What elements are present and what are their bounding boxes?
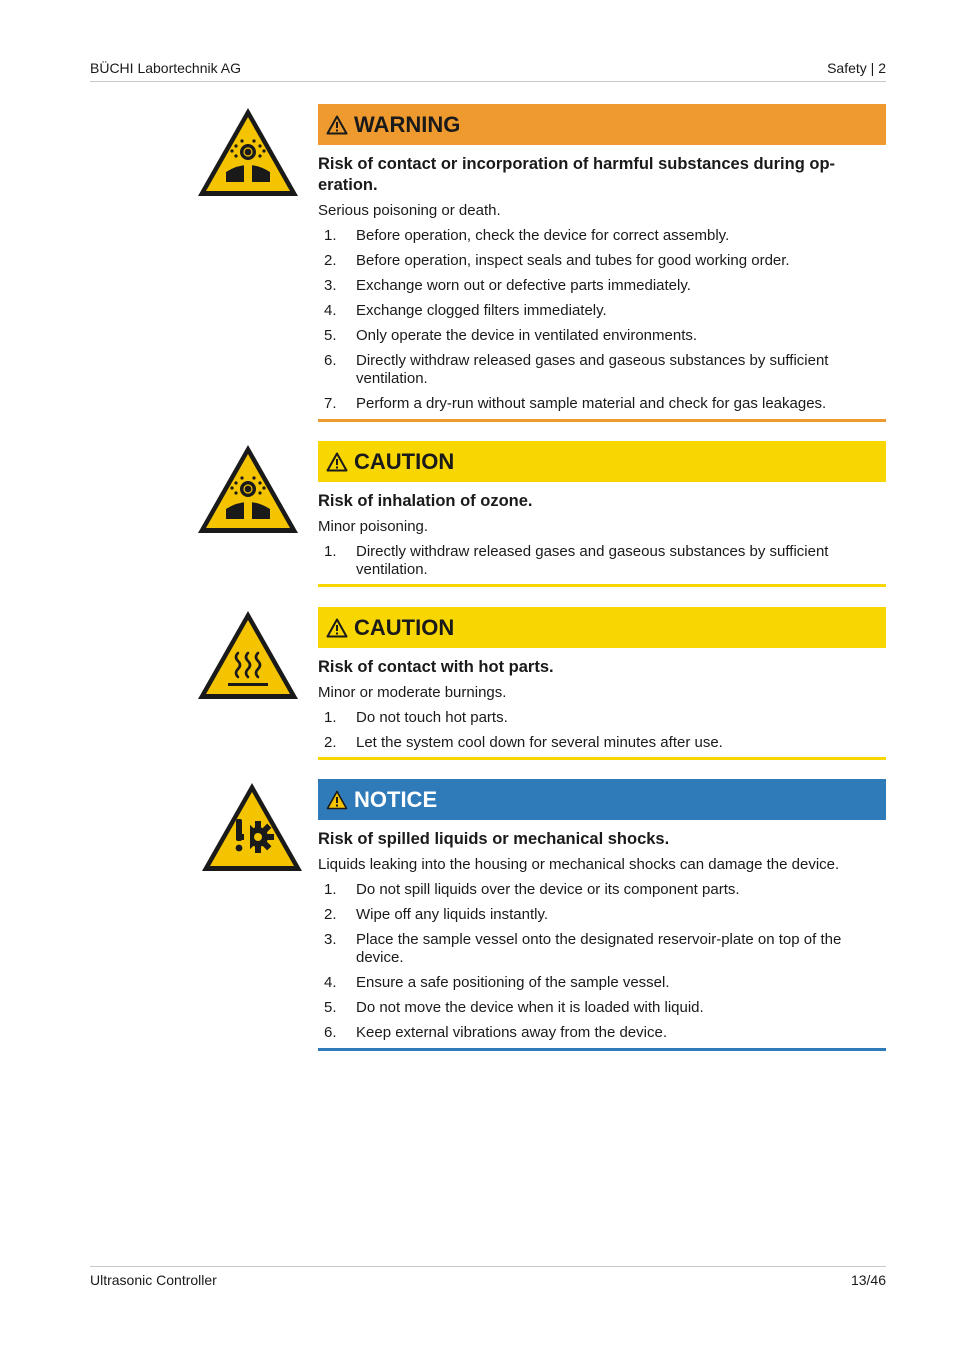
notice-banner xyxy=(318,779,886,820)
warning-triangle-icon xyxy=(326,790,348,810)
list-item: 4. Ensure a safe positioning of the sample vessel. xyxy=(324,974,670,991)
notice-title: Risk of contact with hot parts. xyxy=(318,658,554,676)
list-item: 3. Place the sample vessel onto the designated reservoir-plate on top of the device. xyxy=(324,931,842,966)
notice-consequence: Liquids leaking into the housing or mechanical shocks can damage the device. xyxy=(318,856,840,873)
notice-steps xyxy=(318,543,886,579)
notice-rule xyxy=(318,757,886,760)
warning-triangle-icon xyxy=(326,618,348,638)
notice-title: Risk of contact or incorporation of harmful substances during op- eration. xyxy=(318,155,836,194)
list-item: 2. Before operation, inspect seals and tubes for good working order. xyxy=(324,252,790,269)
notice-consequence: Minor or moderate burnings. xyxy=(318,684,507,701)
notice-level: WARNING xyxy=(354,111,461,137)
list-item: 4. Exchange clogged filters immediately. xyxy=(324,302,607,319)
list-item: 7. Perform a dry-run without sample material and check for gas leakages. xyxy=(324,395,827,412)
list-item: 1. Before operation, check the device for correct assembly. xyxy=(324,227,730,244)
list-item: 2. Let the system cool down for several minutes after use. xyxy=(324,734,723,751)
footer-product: Ultrasonic Controller xyxy=(90,1272,217,1288)
hot-surface-icon xyxy=(196,609,300,701)
list-item: 3. Exchange worn out or defective parts immediately. xyxy=(324,277,691,294)
notice-steps xyxy=(318,709,886,752)
list-item: 5. Only operate the device in ventilated environments. xyxy=(324,327,698,344)
notice-level: CAUTION xyxy=(354,614,455,640)
notice-steps xyxy=(318,227,886,413)
page-header xyxy=(90,59,886,82)
harmful-substances-icon xyxy=(196,106,300,198)
list-item: 6. Keep external vibrations away from the device. xyxy=(324,1024,667,1041)
notice-level: NOTICE xyxy=(354,786,438,812)
harmful-substances-icon xyxy=(196,443,300,535)
notice-consequence: Serious poisoning or death. xyxy=(318,202,501,219)
header-section: Safety | 2 xyxy=(827,60,886,76)
caution-banner xyxy=(318,607,886,648)
notice-title: Risk of inhalation of ozone. xyxy=(318,492,533,510)
warning-notice xyxy=(318,104,886,422)
list-item: 2. Wipe off any liquids instantly. xyxy=(324,906,549,923)
list-item: 1. Do not touch hot parts. xyxy=(324,709,508,726)
notice-rule xyxy=(318,1048,886,1051)
page-number: 13/46 xyxy=(850,1272,886,1288)
notice-steps xyxy=(318,881,886,1042)
page-footer xyxy=(90,1266,886,1291)
caution-notice xyxy=(318,441,886,587)
list-item: 6. Directly withdraw released gases and gaseous substances by sufficient ventilation. xyxy=(324,352,829,387)
warning-triangle-icon xyxy=(326,452,348,472)
notice-notice xyxy=(318,779,886,1051)
notice-title: Risk of spilled liquids or mechanical shocks. xyxy=(318,830,670,848)
notice-level: CAUTION xyxy=(354,448,455,474)
warning-triangle-icon xyxy=(326,115,348,135)
warning-banner xyxy=(318,104,886,145)
caution-banner xyxy=(318,441,886,482)
device-damage-icon xyxy=(200,781,304,873)
caution-notice xyxy=(318,607,886,760)
list-item: 1. Directly withdraw released gases and gaseous substances by sufficient ventilation. xyxy=(324,543,829,578)
notice-consequence: Minor poisoning. xyxy=(318,518,429,535)
header-company: BÜCHI Labortechnik AG xyxy=(90,60,241,76)
notice-rule xyxy=(318,419,886,422)
list-item: 1. Do not spill liquids over the device or its component parts. xyxy=(324,881,740,898)
list-item: 5. Do not move the device when it is loaded with liquid. xyxy=(324,999,704,1016)
notice-rule xyxy=(318,584,886,587)
